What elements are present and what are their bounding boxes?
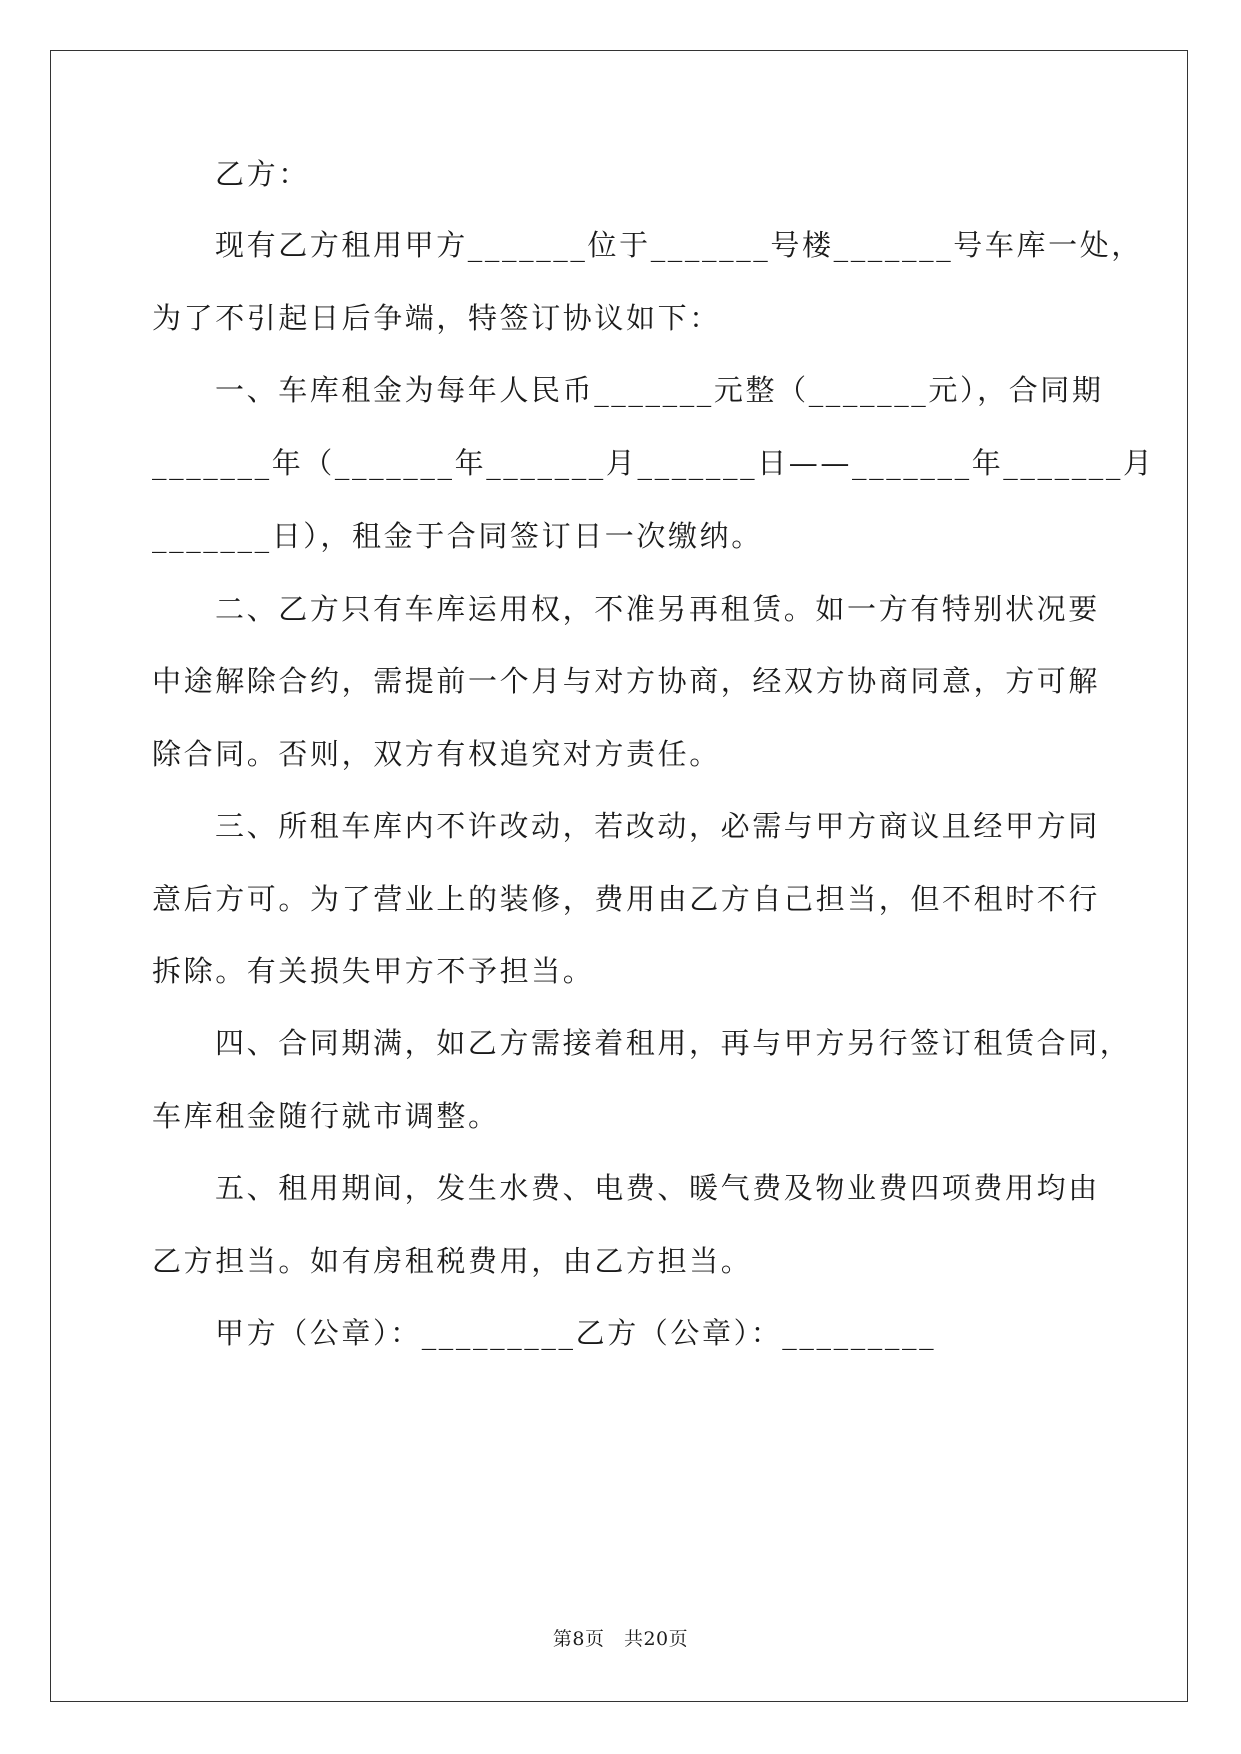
- clause-2-line-1: 二、乙方只有车库运用权，不准另再租赁。如一方有特别状况要: [215, 592, 1100, 626]
- party-b-label: 乙方：: [215, 157, 310, 191]
- intro-line-2: 为了不引起日后争端，特签订协议如下：: [152, 301, 721, 335]
- clause-3-line-2: 意后方可。为了营业上的装修，费用由乙方自己担当，但不租时不行: [152, 882, 1101, 916]
- intro-line-1: 现有乙方租用甲方_______位于_______号楼_______号车库一处，: [215, 228, 1143, 262]
- clause-4-line-2: 车库租金随行就市调整。: [152, 1099, 500, 1133]
- clause-1-line-3: _______日），租金于合同签订日一次缴纳。: [152, 519, 763, 553]
- page-number: 第8页 共20页: [552, 1628, 689, 1650]
- clause-2-line-2: 中途解除合约，需提前一个月与对方协商，经双方协商同意，方可解: [152, 664, 1101, 698]
- clause-5-line-1: 五、租用期间，发生水费、电费、暖气费及物业费四项费用均由: [215, 1171, 1100, 1205]
- signature-line: 甲方（公章）：_________乙方（公章）：_________: [215, 1316, 937, 1350]
- clause-2-line-3: 除合同。否则，双方有权追究对方责任。: [152, 737, 721, 771]
- clause-5-line-2: 乙方担当。如有房租税费用，由乙方担当。: [152, 1244, 753, 1278]
- clause-1-line-2: _______年（_______年_______月_______日——_______年_______月: [152, 446, 1155, 480]
- clause-1-line-1: 一、车库租金为每年人民币_______元整（_______元），合同期: [215, 373, 1104, 407]
- clause-3-line-1: 三、所租车库内不许改动，若改动，必需与甲方商议且经甲方同: [215, 809, 1100, 843]
- clause-4-line-1: 四、合同期满，如乙方需接着租用，再与甲方另行签订租赁合同，: [215, 1026, 1132, 1060]
- clause-3-line-3: 拆除。有关损失甲方不予担当。: [152, 954, 595, 988]
